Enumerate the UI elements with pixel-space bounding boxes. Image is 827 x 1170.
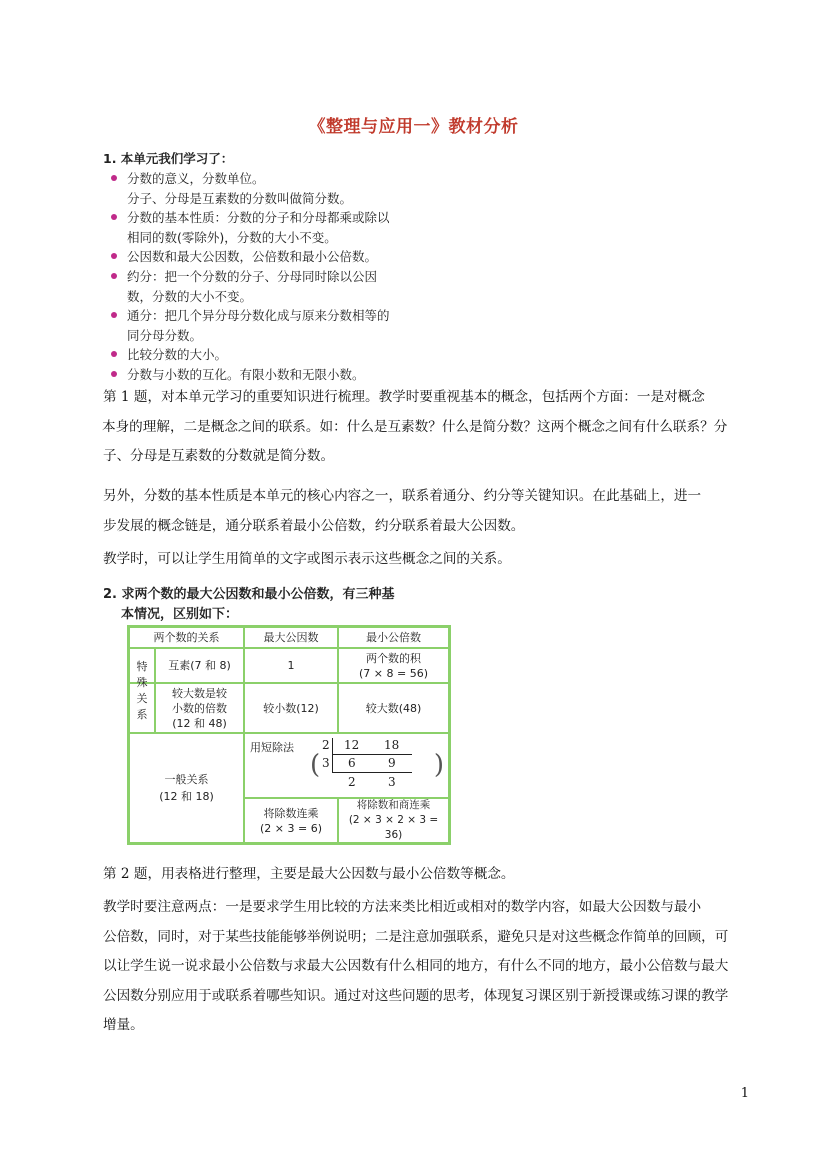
figure-1-item-text: 相同的数(零除外)，分数的大小不变。 [127,229,337,245]
textbook-figure-1 [103,148,460,382]
figure-1-item [103,326,460,346]
bullet-icon [111,273,117,279]
division-value: 12 [344,738,360,752]
figure-2-heading-line: 本情况，区别如下： [121,607,239,622]
figure-1-item-text: 约分：把一个分数的分子、分母同时除以公因 [127,268,378,284]
label-char: 系 [136,707,148,721]
row1-relation: 互素(7 和 8) [168,659,231,672]
row2-gcd: 较小数(12) [263,701,319,715]
paragraph-line: 步发展的概念链是，通分联系着最小公倍数，约分联系着最大公因数。 [103,517,525,534]
figure-1-item-text: 分数的基本性质：分数的分子和分母都乘或除以 [127,210,390,226]
figure-1-item-text: 通分：把几个异分母分数化成与原来分数相等的 [127,308,390,324]
row2-relation-line3: (12 和 48) [172,716,227,730]
bullet-icon [111,312,117,318]
figure-1-item [103,247,460,267]
division-value: 3 [388,775,396,789]
label-char: 关 [136,691,148,705]
figure-1-item [103,345,460,365]
row3-gcd-line1: 将除数连乘 [263,806,319,820]
division-value: 9 [388,756,396,770]
figure-1-item [103,267,460,287]
document-title: 《整理与应用一》教材分析 [308,117,519,137]
figure-1-item [103,208,460,228]
paragraph-2 [103,482,755,541]
divisor-2: 3 [322,756,330,770]
paragraph-line: 以让学生说一说求最小公倍数与求最大公因数有什么相同的地方，有什么不同的地方，最小公倍数与最大 [103,958,729,974]
row3-relation-line2: (12 和 18) [159,790,214,803]
figure-1-item [103,306,460,326]
figure-1-item-text: 分数与小数的互化。有限小数和无限小数。 [127,366,365,382]
figure-1-item [103,365,460,385]
label-char: 特 [136,659,148,673]
paragraph-line: 第 1 题，对本单元学习的重要知识进行梳理。教学时要重视基本的概念，包括两个方面：一是对概念 [103,389,705,405]
figure-2-heading [103,585,453,625]
row2-relation-line2: 小数的倍数 [172,701,227,715]
bullet-icon [111,214,117,220]
row1-gcd: 1 [287,659,295,672]
figure-1-item [103,189,460,209]
paragraph-4 [103,860,755,890]
paragraph-line: 第 2 题，用表格进行整理，主要是最大公因数与最小公倍数等概念。 [103,866,515,882]
row3-relation [130,734,243,842]
row2-relation-line1: 较大数是较 [172,686,227,700]
row3-gcd-line2: (2 × 3 = 6) [260,821,322,835]
textbook-figure-2 [103,585,453,847]
row1-lcm [339,649,448,682]
header-lcm: 最小公倍数 [366,631,421,644]
paragraph-line: 增量。 [103,1017,144,1033]
figure-2-heading-line: 2. 求两个数的最大公因数和最小公倍数，有三种基 [103,587,395,602]
paragraph-line: 教学时要注意两点：一是要求学生用比较的方法来类比相近或相对的数学内容，如最大公因数与最小 [103,899,702,915]
paragraph-3 [103,545,755,575]
division-value: 6 [348,756,356,770]
figure-1-item-text: 同分母分数。 [127,327,203,343]
row1-lcm-line2: (7 × 8 = 56) [359,666,428,680]
paragraph-line: 另外，分数的基本性质是本单元的核心内容之一，联系着通分、约分等关键知识。在此基础上，进一 [103,488,702,504]
figure-1-heading: 1. 本单元我们学习了： [103,151,234,166]
paragraph-1 [103,383,755,472]
figure-1-item-text: 分子、分母是互素数的分数叫做简分数。 [127,190,353,206]
row2-lcm: 较大数(48) [365,701,422,715]
row3-relation-line1: 一般关系 [164,773,209,786]
paragraph-5 [103,893,755,1041]
header-relation: 两个数的关系 [153,631,220,644]
paragraph-line: 本身的理解，二是概念之间的联系。如：什么是互素数？什么是简分数？这两个概念之间有什么联系？分 [102,418,728,435]
short-division: ( ) 2 3 12 18 6 9 2 3 [310,738,444,789]
paragraph-line: 公因数分别应用于或联系着哪些知识。通过对这些问题的思考，体现复习课区别于新授课或练习课的教学 [103,987,729,1004]
division-value: 2 [348,775,356,789]
row2-relation [156,684,243,732]
comparison-table [127,625,451,845]
row3-lcm-line1: 将除数和商连乘 [356,799,431,811]
special-relation-label [130,649,154,732]
figure-1-item-text: 分数的意义，分数单位。 [127,171,265,186]
label-char: 殊 [136,675,148,689]
bullet-icon [111,371,117,377]
row3-gcd [245,799,337,842]
figure-1-item-text: 公因数和最大公因数，公倍数和最小公倍数。 [127,249,378,265]
method-label: 用短除法 [250,740,294,754]
paragraph-line: 公倍数，同时，对于某些技能能够举例说明；二是注意加强联系，避免只是对这些概念作简单的回顾，可 [103,928,729,945]
row3-lcm [339,799,448,842]
figure-1-item [103,287,460,307]
divisor-1: 2 [322,738,330,752]
bullet-icon [111,175,117,181]
header-gcd: 最大公因数 [263,631,319,644]
paragraph-line: 子、分母是互素数的分数就是简分数。 [103,448,335,464]
page-number: 1 [740,1086,749,1101]
figure-1-list [103,169,460,385]
figure-1-item-text: 数，分数的大小不变。 [127,288,253,304]
division-value: 18 [384,738,400,752]
figure-1-item-text: 比较分数的大小。 [127,347,228,363]
bullet-icon [111,253,117,259]
paragraph-line: 教学时，可以让学生用简单的文字或图示表示这些概念之间的关系。 [103,551,511,567]
figure-1-item [103,228,460,248]
figure-1-item [103,169,460,189]
bullet-icon [111,351,117,357]
row1-lcm-line1: 两个数的积 [366,651,421,665]
row3-lcm-line2: (2 × 3 × 2 × 3 = 36) [348,814,439,841]
